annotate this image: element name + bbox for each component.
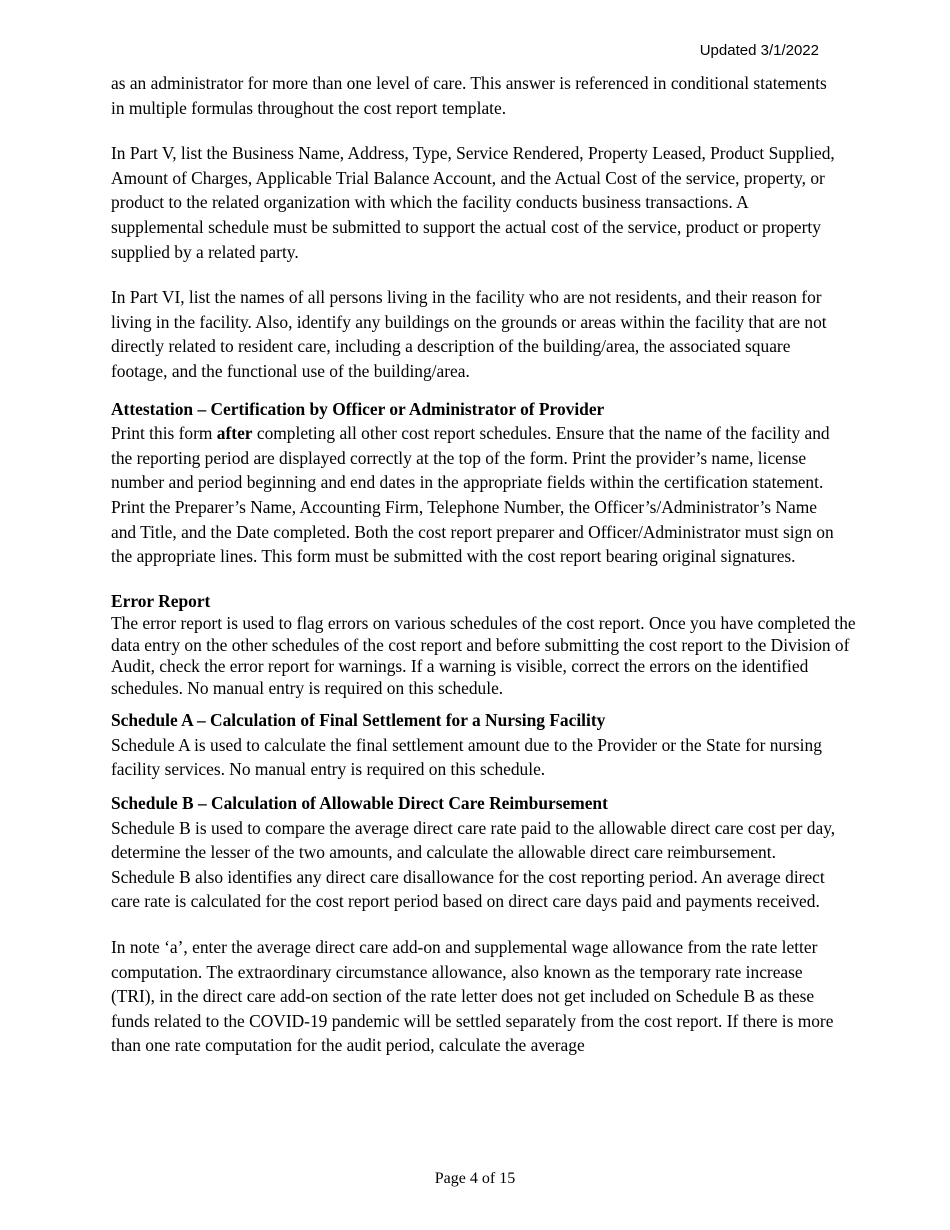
document-body — [111, 71, 856, 1070]
attestation-text — [111, 421, 841, 569]
error-report-section — [111, 589, 856, 700]
schedule-a-text: Schedule A is used to calculate the final settlement amount due to the Provider or the State for nursing facility services. No manual entry is required on this schedule. — [111, 734, 822, 780]
paragraph-administrator: as an administrator for more than one level of care. This answer is referenced in conditional statements in multiple formulas throughout the cost report template. — [111, 73, 827, 118]
error-report-text: The error report is used to flag errors on various schedules of the cost report. Once you have completed the data entry on the other schedules of the cost report and before submitting the cost report to the Division of Audit, check the error report for warnings. If a warning is visible, correct the errors on the identified schedules. No manual entry is required on this schedule. — [111, 613, 856, 698]
schedule-a-section — [111, 708, 841, 782]
schedule-b-section — [111, 791, 841, 1058]
schedule-b-text-2: In note ‘a’, enter the average direct care add-on and supplemental wage allowance from the rate letter computation. The extraordinary circumstance allowance, also known as the temporary rate increase (TRI), in the direct care add-on section of the rate letter does not get included on Schedule B as these funds related to the COVID-19 pandemic will be settled separately from the cost report. If there is more than one rate computation for the audit period, calculate the average — [111, 937, 834, 1056]
attestation-text-before: Print this form — [111, 423, 217, 444]
schedule-a-heading: Schedule A – Calculation of Final Settlement for a Nursing Facility — [111, 710, 606, 731]
paragraph-part-vi: In Part VI, list the names of all persons living in the facility who are not residents, and their reason for living in the facility. Also, identify any buildings on the grounds or areas within the facility that are not directly related to resident care, including a description of the building/area, the associated square footage, and the functional use of the building/area. — [111, 287, 827, 381]
schedule-b-text-1: Schedule B is used to compare the average direct care rate paid to the allowable direct care cost per day, determine the lesser of the two amounts, and calculate the allowable direct care reimbursement. Schedule B also identifies any direct care disallowance for the cost reporting period. An average direct care rate is calculated for the cost report period based on direct care days paid and payments received. — [111, 817, 836, 912]
attestation-section — [111, 397, 841, 569]
page-number: Page 4 of 15 — [434, 1170, 516, 1187]
paragraph-part-v: In Part V, list the Business Name, Address, Type, Service Rendered, Property Leased, Product Supplied, Amount of Charges, Applicable Trial Balance Account, and the Actual Cost of the service, property, or product to the related organization with which the facility conducts business transactions. A supplemental schedule must be submitted to support the actual cost of the service, product or property supplied by a related party. — [111, 143, 835, 262]
error-report-heading: Error Report — [111, 590, 211, 611]
attestation-emphasis: after — [216, 423, 253, 444]
updated-date: Updated 3/1/2022 — [699, 42, 819, 59]
attestation-heading: Attestation – Certification by Officer or Administrator of Provider — [111, 398, 605, 419]
schedule-b-heading: Schedule B – Calculation of Allowable Direct Care Reimbursement — [111, 793, 608, 814]
attestation-text-after: completing all other cost report schedules. Ensure that the name of the facility and the reporting period are displayed correctly at the top of the form. Print the provider’s name, license number and period beginning and end dates in the appropriate fields within the certification statement. Print the Preparer’s Name, Accounting Firm, Telephone Number, the Officer’s/Administrator’s Name and Title, and the Date completed. Both the cost report preparer and Officer/Administrator must sign on the appropriate lines. This form must be submitted with the cost report bearing original signatures. — [111, 423, 834, 567]
